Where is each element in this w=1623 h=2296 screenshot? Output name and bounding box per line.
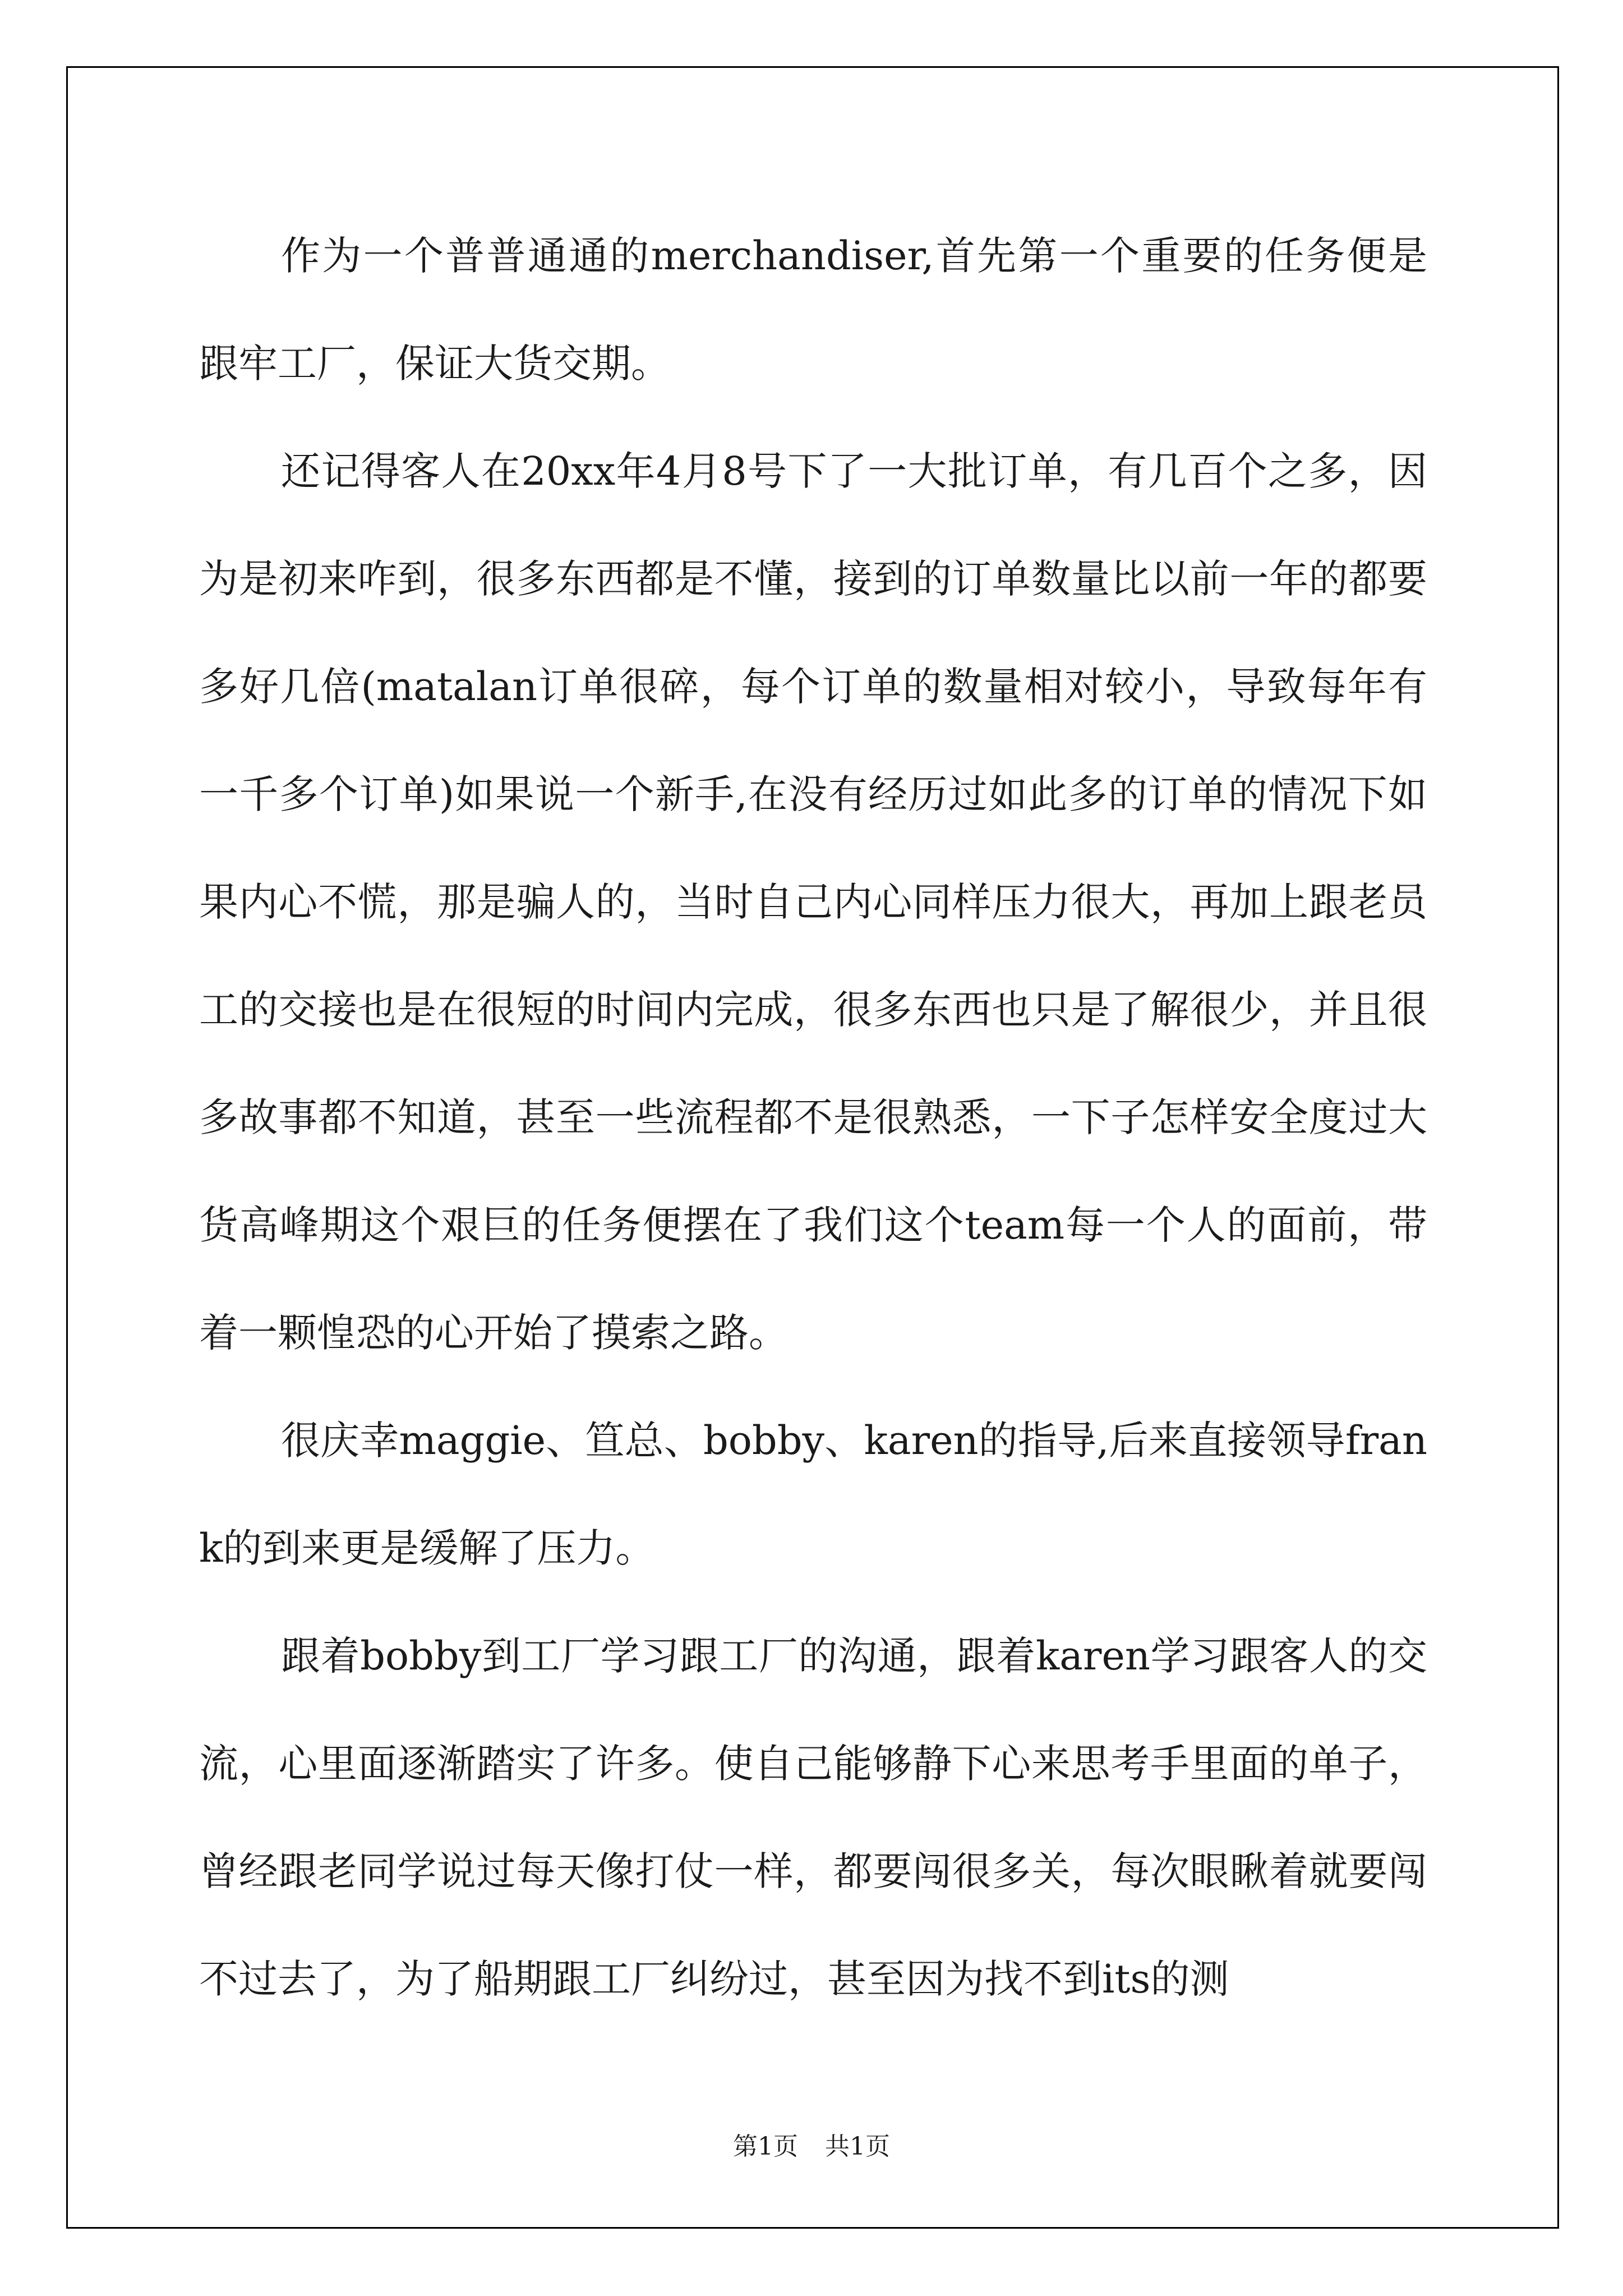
paragraph-2: 还记得客人在20xx年4月8号下了一大批订单，有几百个之多，因为是初来咋到，很多东西都是不懂，接到的订单数量比以前一年的都要多好几倍(matalan订单很碎，每个订单的数量相对较小，导致每年有一千多个订单)如果说一个新手,在没有经历过如此多的订单的情况下如果内心不慌，那是骗人的，当时自己内心同样压力很大，再加上跟老员工的交接也是在很短的时间内完成，很多东西也只是了解很少，并且很多故事都不知道，甚至一些流程都不是很熟悉，一下子怎样安全度过大货高峰期这个艰巨的任务便摆在了我们这个team每一个人的面前，带着一颗惶恐的心开始了摸索之路。: [199, 448, 1427, 1356]
paragraph-3: 很庆幸maggie、笪总、bobby、karen的指导,后来直接领导frank的到来更是缓解了压力。: [199, 1418, 1427, 1571]
page-number: 第1页: [733, 2132, 798, 2161]
document-body: [199, 202, 1427, 2033]
page-footer: [0, 2126, 1623, 2162]
paragraph-1: 作为一个普普通通的merchandiser,首先第一个重要的任务便是跟牢工厂，保证大货交期。: [199, 233, 1427, 386]
page-total: 共1页: [825, 2132, 890, 2161]
paragraph-4: 跟着bobby到工厂学习跟工厂的沟通，跟着karen学习跟客人的交流，心里面逐渐踏实了许多。使自己能够静下心来思考手里面的单子，曾经跟老同学说过每天像打仗一样，都要闯很多关，每次眼瞅着就要闯不过去了，为了船期跟工厂纠纷过，甚至因为找不到its的测: [199, 1633, 1427, 2002]
